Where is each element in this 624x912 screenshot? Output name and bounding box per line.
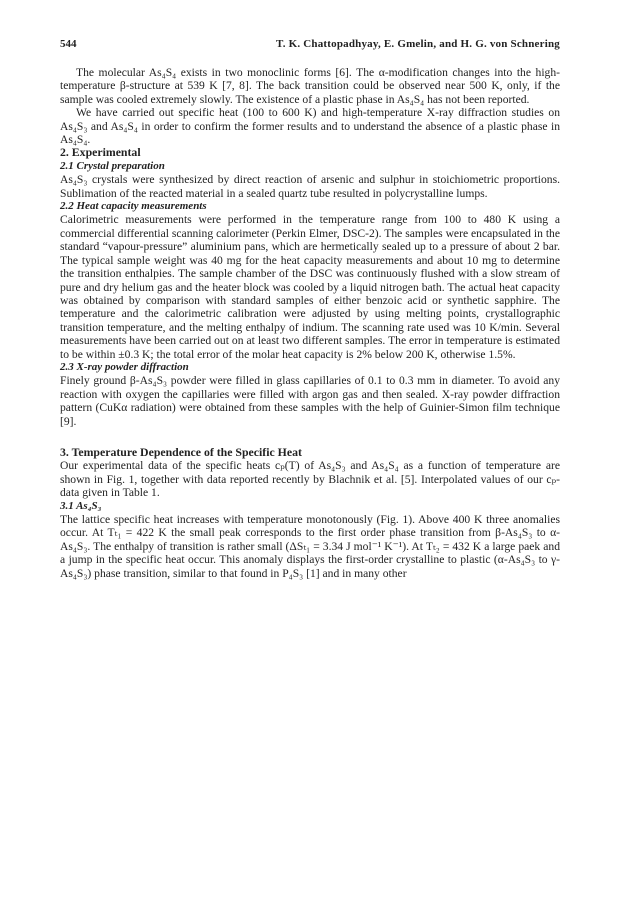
section-heading-temperature: 3. Temperature Dependence of the Specific Heat	[60, 444, 302, 459]
paragraph-intro-2: We have carried out specific heat (100 to 600 K) and high-temperature X-ray diffraction studies on As₄S₃ and As₄S₄ in order to confirm the former results and to understand the absence of a plastic phase in As₄S₄.	[60, 106, 560, 147]
running-head-authors: T. K. Chattopadhyay, E. Gmelin, and H. G. von Schnering	[275, 38, 560, 50]
paragraph-heat-capacity: Calorimetric measurements were performed in the temperature range from 100 to 480 K using a commercial differential scanning calorimeter (Perkin Elmer, DSC-2). The samples were encapsulated in the standard “vapour-pressure” aluminium pans, which are hermetically sealed up to a pressure of about 2 bar. The typical sample weight was 40 mg for the heat capacity measurements and about 10 mg to determine the transition enthalpies. The sample chamber of the DSC was continuously flushed with a slow stream of pure and dry helium gas and the heater block was cooled by a liquid nitrogen bath. The actual heat capacity was obtained by comparison with standard samples of either benzoic acid or synthetic sapphire. The temperature and the calorimetric calibration were adjusted by using melting points, crystallographic transition temperature, and the melting enthalpy of indium. The scanning rate used was 10 K/min. Several measurements have been carried out on at least two different samples. The error in temperature is estimated to be within ±0.3 K; the total error of the molar heat capacity is 2% below 200 K, otherwise 1.5%.	[60, 213, 560, 361]
paragraph-as4s3: The lattice specific heat increases with temperature monotonously (Fig. 1). Above 400 K three anomalies occur. At Tₜ₁ = 422 K the small peak corresponds to the first order phase transition from β-As₄S₃ to α-As₄S₃. The enthalpy of transition is rather small (ΔSₜ₁ = 3.34 J mol⁻¹ K⁻¹). At Tₜ₂ = 432 K a large paek and a jump in the specific heat occur. This anomaly displays the first-order crystalline to plastic (α-As₄S₃ to γ-As₄S₃) phase transition, similar to that found in P₄S₃ [1] and in many other	[60, 513, 560, 580]
paragraph-crystal-preparation: As₄S₃ crystals were synthesized by direct reaction of arsenic and sulphur in stoichiometric proportions. Sublimation of the reacted material in a sealed quartz tube resulted in polycrystalline lumps.	[60, 173, 560, 200]
paragraph-temperature: Our experimental data of the specific heats cₚ(T) of As₄S₃ and As₄S₄ as a function of temperature are shown in Fig. 1, together with data reported recently by Blachnik et al. [5]. Interpolated values of our cₚ-data given in Table 1.	[60, 459, 560, 500]
paragraph-intro-1: The molecular As₄S₄ exists in two monoclinic forms [6]. The α-modification changes into the high-temperature β-structure at 539 K [7, 8]. The back transition could be observed near 500 K, only, if the sample was cooled extremely slowly. The existence of a plastic phase in As₄S₄ has not been reported.	[60, 66, 560, 106]
page-number: 544	[60, 38, 77, 50]
paragraph-xray: Finely ground β-As₄S₃ powder were filled in glass capillaries of 0.1 to 0.3 mm in diameter. To avoid any reaction with oxygen the capillaries were filled with argon gas and then sealed. X-ray powder diffraction pattern (CuKα radiation) were obtained from these samples with the help of Guinier-Simon film technique [9].	[60, 374, 560, 428]
section-heading-experimental: 2. Experimental	[60, 145, 141, 160]
subsection-heading-xray: 2.3 X-ray powder diffraction	[60, 360, 189, 373]
subsection-heading-crystal-preparation: 2.1 Crystal preparation	[60, 159, 165, 172]
subsection-heading-as4s3: 3.1 As₄S₃	[60, 499, 102, 512]
subsection-heading-heat-capacity: 2.2 Heat capacity measurements	[60, 200, 207, 213]
article-body	[60, 66, 560, 580]
running-header	[60, 38, 560, 54]
